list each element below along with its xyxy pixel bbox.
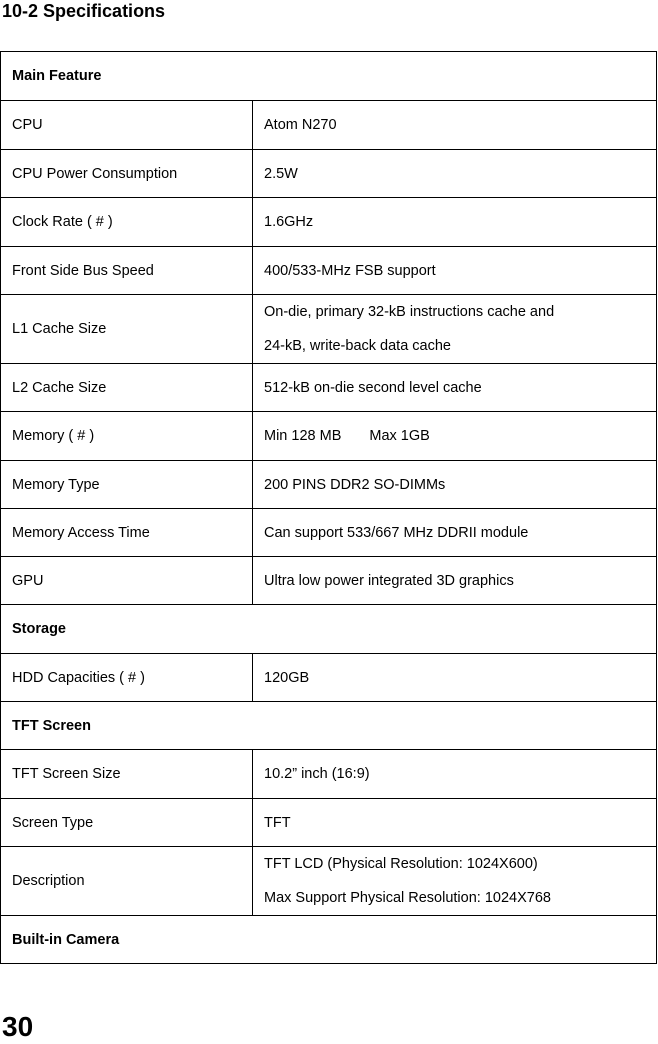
spec-label: L2 Cache Size <box>1 364 253 412</box>
spec-value: TFT <box>253 799 657 847</box>
table-row <box>1 247 657 295</box>
table-row <box>1 654 657 702</box>
spec-value: 120GB <box>253 654 657 702</box>
table-row <box>1 412 657 461</box>
page-number: 30 <box>2 1011 34 1042</box>
section-title: Main Feature <box>1 52 657 101</box>
spec-label: L1 Cache Size <box>1 295 253 364</box>
spec-value: 512-kB on-die second level cache <box>253 364 657 412</box>
spec-value <box>253 847 657 916</box>
section-title: Built-in Camera <box>1 916 657 964</box>
section-header-tft-screen <box>1 702 657 750</box>
table-row <box>1 799 657 847</box>
spec-value: 1.6GHz <box>253 198 657 247</box>
spec-value: 200 PINS DDR2 SO-DIMMs <box>253 461 657 509</box>
table-row <box>1 461 657 509</box>
spec-value <box>253 412 657 461</box>
spec-value: 2.5W <box>253 150 657 198</box>
table-row <box>1 509 657 557</box>
spec-value-line: Max Support Physical Resolution: 1024X768 <box>264 890 551 906</box>
section-header-built-in-camera <box>1 916 657 964</box>
table-row <box>1 150 657 198</box>
section-title: TFT Screen <box>1 702 657 750</box>
spec-value: Can support 533/667 MHz DDRII module <box>253 509 657 557</box>
spec-label: TFT Screen Size <box>1 750 253 799</box>
spec-label: CPU Power Consumption <box>1 150 253 198</box>
table-row <box>1 198 657 247</box>
page-heading: 10-2 Specifications <box>2 1 166 21</box>
spec-value-line: 24-kB, write-back data cache <box>264 338 451 354</box>
spec-label: Memory Access Time <box>1 509 253 557</box>
spec-value-line: TFT LCD (Physical Resolution: 1024X600) <box>264 856 538 872</box>
spec-value <box>253 295 657 364</box>
spec-value: Atom N270 <box>253 101 657 150</box>
spec-value-line: On-die, primary 32-kB instructions cache and <box>264 304 555 320</box>
spec-label: HDD Capacities ( # ) <box>1 654 253 702</box>
spec-value-min: Min 128 MB <box>264 428 342 444</box>
table-row <box>1 101 657 150</box>
table-row <box>1 364 657 412</box>
table-row <box>1 295 657 364</box>
table-row <box>1 750 657 799</box>
spec-label: Memory Type <box>1 461 253 509</box>
spec-label: GPU <box>1 557 253 605</box>
spec-label: Description <box>1 847 253 916</box>
spec-value: 400/533-MHz FSB support <box>253 247 657 295</box>
table-row <box>1 557 657 605</box>
spec-label: Memory ( # ) <box>1 412 253 461</box>
spec-label: Clock Rate ( # ) <box>1 198 253 247</box>
section-title: Storage <box>1 605 657 654</box>
specifications-table <box>0 51 657 964</box>
spec-value: 10.2” inch (16:9) <box>253 750 657 799</box>
spec-value-max: Max 1GB <box>369 428 430 444</box>
spec-label: CPU <box>1 101 253 150</box>
spec-value: Ultra low power integrated 3D graphics <box>253 557 657 605</box>
spec-label: Screen Type <box>1 799 253 847</box>
table-row <box>1 847 657 916</box>
section-header-storage <box>1 605 657 654</box>
section-header-main-feature <box>1 52 657 101</box>
spec-label: Front Side Bus Speed <box>1 247 253 295</box>
